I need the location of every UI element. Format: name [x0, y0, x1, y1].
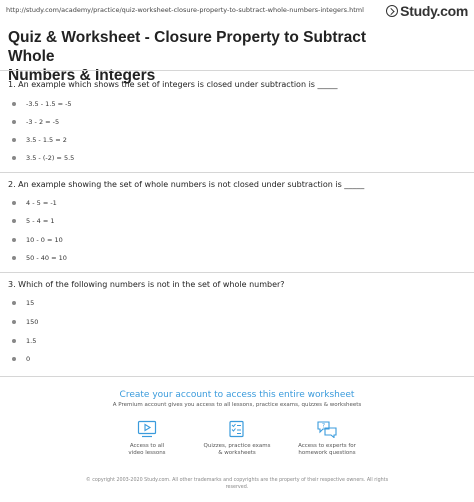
radio-bullet-icon: [12, 301, 16, 305]
option-text: 4 - 5 = -1: [26, 199, 57, 207]
option-text: 50 - 40 = 10: [26, 254, 67, 262]
option-text: 15: [26, 299, 35, 307]
radio-bullet-icon: [12, 320, 16, 324]
option-text: 3.5 - 1.5 = 2: [26, 136, 67, 144]
option-text: 10 - 0 = 10: [26, 236, 63, 244]
study-com-logo-icon: [386, 5, 398, 17]
radio-bullet-icon: [12, 219, 16, 223]
option-text: 0: [26, 355, 31, 363]
question-1-option-a[interactable]: [12, 100, 72, 108]
question-3-option-b[interactable]: [12, 318, 38, 326]
radio-bullet-icon: [12, 120, 16, 124]
question-2-option-d[interactable]: [12, 254, 67, 262]
option-text: 1.5: [26, 337, 37, 345]
promo-subtitle: A Premium account gives you access to all lessons, practice exams, quizzes & worksheets: [112, 402, 362, 408]
divider: [0, 172, 474, 173]
divider: [0, 376, 474, 377]
question-3: 3. Which of the following numbers is not in the set of whole number?: [8, 280, 285, 289]
footer-line-2: reserved.: [225, 485, 249, 490]
divider: [0, 70, 474, 71]
question-3-option-d[interactable]: [12, 355, 30, 363]
feature-line-1: Quizzes, practice exams: [203, 443, 271, 449]
option-text: -3 - 2 = -5: [26, 118, 60, 126]
question-2-option-b[interactable]: [12, 217, 54, 225]
study-com-logo[interactable]: [386, 3, 468, 19]
option-text: 150: [26, 318, 39, 326]
question-2-option-c[interactable]: [12, 236, 63, 244]
question-3-option-c[interactable]: [12, 337, 36, 345]
feature-line-2: & worksheets: [218, 450, 256, 456]
radio-bullet-icon: [12, 201, 16, 205]
question-1-option-d[interactable]: [12, 154, 74, 162]
radio-bullet-icon: [12, 138, 16, 142]
video-lesson-icon: [137, 420, 157, 438]
radio-bullet-icon: [12, 339, 16, 343]
page-url: http://study.com/academy/practice/quiz-worksheet-closure-property-to-subtract-whole-numbers-integers.html: [6, 6, 364, 14]
chat-bubbles-icon: [316, 420, 338, 438]
radio-bullet-icon: [12, 256, 16, 260]
radio-bullet-icon: [12, 238, 16, 242]
logo-text: Study.com: [400, 3, 468, 19]
option-text: 5 - 4 = 1: [26, 217, 55, 225]
feature-experts: [272, 420, 382, 457]
feature-line-1: Access to experts for: [298, 443, 356, 449]
option-text: 3.5 - (-2) = 5.5: [26, 154, 75, 162]
option-text: -3.5 - 1.5 = -5: [26, 100, 72, 108]
page-title: [8, 28, 368, 85]
title-line-2: Numbers & Integers: [8, 67, 156, 84]
radio-bullet-icon: [12, 102, 16, 106]
svg-text:?: ?: [321, 422, 326, 430]
question-3-option-a[interactable]: [12, 299, 34, 307]
feature-line-2: homework questions: [298, 450, 356, 456]
divider: [0, 272, 474, 273]
copyright-footer: [0, 477, 474, 491]
page-header: [0, 0, 474, 22]
question-2: 2. An example showing the set of whole numbers is not closed under subtraction is _____: [8, 180, 365, 189]
create-account-link[interactable]: Create your account to access this entire worksheet: [119, 390, 355, 400]
radio-bullet-icon: [12, 156, 16, 160]
question-1: 1. An example which shows the set of integers is closed under subtraction is _____: [8, 80, 338, 89]
feature-line-2: video lessons: [128, 450, 166, 456]
question-2-option-a[interactable]: [12, 199, 57, 207]
footer-line-1: © copyright 2003-2020 Study.com. All other trademarks and copyrights are the property of their respective owners. All rights: [85, 478, 389, 483]
question-1-option-b[interactable]: [12, 118, 59, 126]
radio-bullet-icon: [12, 357, 16, 361]
title-line-1: Quiz & Worksheet - Closure Property to Subtract Whole: [8, 29, 366, 65]
question-1-option-c[interactable]: [12, 136, 67, 144]
checklist-icon: [227, 420, 247, 438]
feature-line-1: Access to all: [129, 443, 165, 449]
